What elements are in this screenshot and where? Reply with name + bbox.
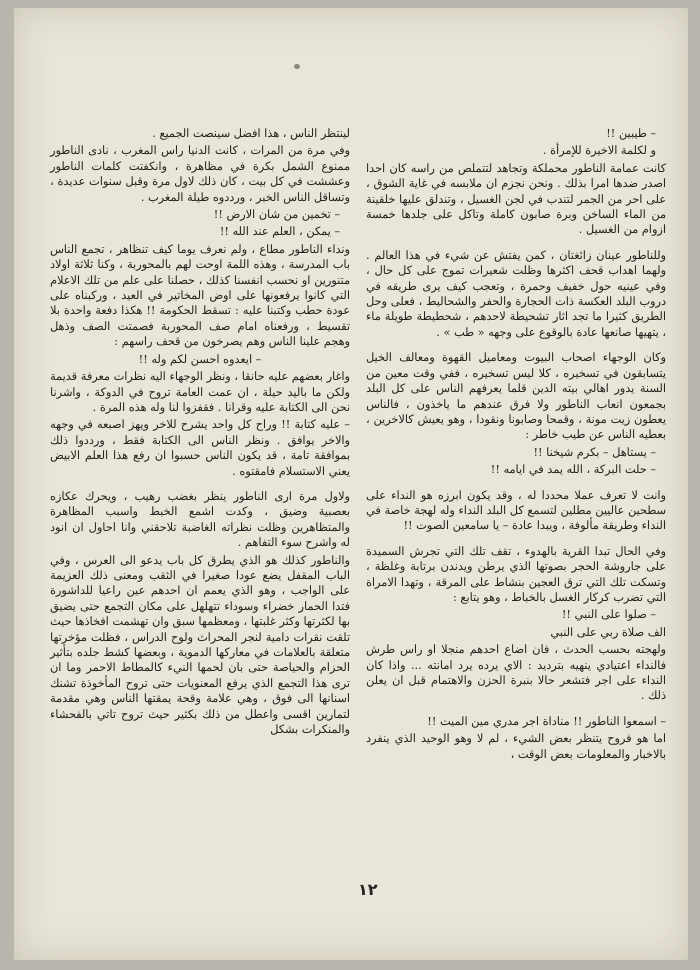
page-number: ١٢ [358, 880, 378, 899]
binding-hole-mark [294, 64, 300, 69]
paragraph: كانت عمامة الناطور محملكة وتجاهد لتتملص من راسه كان احدا اصدر ضدها امرا بذلك . ونحن نجزم ان ملابسه في غاية الشوق ، على احر من الجمر لتندب في لجن الغسيل ، وتندلق عليها خلقينة من الماء الساخن وبرة صابون كاملة وتاكل على جلدها خمسة ازوام من الغسيل . [366, 161, 666, 237]
paragraph: ولهجته بحسب الحدث ، فان اضاع احدهم منجلا او راس طرش فالنداء اعتيادي ينهيه بترديد : الاي يرده يرد امانته ... واذا كان النداء على اجر فتشعر حالا بنبرة الحزن والاهتمام قبل ان يعلن ذلك . [366, 643, 666, 703]
paragraph: ولاول مرة ارى الناطور ينظر بغضب رهيب ، ويحرك عكازه بعصبية وضيق ، وكدت اشمع الخبط واسبب المظاهرة والمتظاهرين وظلت نظراته الغاضبة تلاحقني وانا احاول ان انود له واشرح سوء التفاهم . [50, 489, 350, 550]
quote-line: – يمكن ، العلم عند الله !! [219, 225, 340, 239]
quote-line: – تخمين من شان الارض !! [213, 208, 340, 222]
paragraph: والناطور كذلك هو الذي يطرق كل باب يدعو الى العرس ، وفي الباب المقفل يضع عودا صغيرا في الثقب ومعنى ذلك العزيمة على الواجب ، وهو الذي يعمم ان احدهم عين راعيا للداشورة فتدا الحمار خضراء وسوداء تتهلهل على مكان التجمع حتى يضيق بها لكثرتها وكثر غلبتها ، ومعظمها سبق وان تهشمت افخاذها حيث تلقت نقرات دامية لنجر المحراث ولوح الدراس ، فظلت مؤخرتها متعلقة بالعلامات في معاركها الدموية ، وبعضها كشط جلده بتأثير الحزام والحياصة حتى بان لحمها النيء كالمطاط الاحمر وما ان ترى هذا التجمع الذي يرفع المعنويات حتى تروح المأخوذة تشنك اسنانها الى فوق ، وهي علامة وقحة يمقتها الناس وهي مقدمة لتمارين اقسى واعطل من ذلك بكثير حيث تروح تاتي بالفحشاء والمنكرات بشكل [50, 553, 350, 737]
quote-line: – صلوا على النبي !! [561, 608, 656, 622]
quote-line: – يستاهل – بكرم شيخنا !! [533, 445, 656, 459]
paragraph: وكان الوجهاء اصحاب البيوت ومعاميل القهوة ومعالف الخيل يتسابقون في تسخيره ، كلا ليس تسخيره ، ففي وقت معين من السنة يدور اهالي بيته الدين قلما يعرفهم الناس على كل البلد بجمعون انعاب الناطور ولا فرق عندهم ما ياخذون ، فالناس يعطون زيت مونة ، وقمحا وصابونا ونقودا ، وهو يعيش كالاخرين ، بعطيه الناس عن طيب خاطر : [366, 351, 666, 442]
quote-line: الف صلاة ربي على النبي [550, 625, 666, 639]
magazine-page [14, 8, 688, 960]
paragraph: – طيبين !! [606, 127, 656, 140]
paragraph: و لكلمة الاخيرة للإمرأة . [542, 144, 656, 158]
paragraph: اما هو فروح يتنظر بعض الشيء ، لم لا وهو الوحيد الذي ينفرد بالاخبار والمعلومات بعض الوقت ، [366, 732, 666, 761]
left-column [50, 126, 350, 739]
paragraph: ونداء الناطور مطاع ، ولم نعرف يوما كيف تنظاهر ، تجمع الناس باب المدرسة ، وهذه اللمة اوحت لهم بالمحوربة ، وكنا ثلاثة اولاد متنورين او نحسب انفسنا كذلك ، حصلنا على علم من تلك الاعلام التي كانوا يرفعونها على اوض المخاتير في العيد ، وركبناه على عودة حطب وكتبنا عليه : تسقط الحكومة !! هكذا دفعة واحدة بلا تقسيط ، ورفعناه امام صف المحوربة فصمتت الصف وذهل وهجم علينا الناس وهم يصرخون من قحف راسهم : [50, 242, 350, 349]
right-column [366, 126, 666, 764]
paragraph: وفي الحال تبدا القرية بالهدوء ، تقف تلك التي تجرش السميدة على جاروشة الحجر بصوتها الذي يرطن ويدندن برتابة وغلظة ، وتسكت تلك التي ترق العجين بنشاط على المرقة ، وتهدا الامراة التي تضرب كركار الغسل بالخباط ، وهو يتابع : [366, 544, 666, 604]
paragraph: وفي مرة من المرات ، كانت الدنيا راس المغرب ، نادى الناطور ممنوع الشمل بكرة في مظاهرة ، وانكفتت كلمات الناطور وعششت في كل بيت ، كان ذلك لاول مرة وقبل سنوات عديدة ، وتساقل الناس الخبر ، ورددوه طيلة المغرب . [50, 144, 350, 204]
paragraph: وللناطور عينان زائغتان ، كمن يفتش عن شيء في هذا العالم . ولهما اهداب قحف اكثرها وظلت شعيرات تموج على كل حال ، وفي عينيه حول خفيف وحمرة ، وتعجب كيف يرى طريقه في دروب البلد العكسة ذات الحجارة والحفر والشحاليط ، فعلى وحل الطريق كثيرا ما تجد اثار تشحيطة لاحدهم ، شحطيطة طويلة ماء ، يتهيها صانعها عادة بالوقوع على وجهه « طب » . [366, 248, 666, 339]
paragraph: – عليه كتابة !! وراح كل واحد يشرح للاخر ويهز اصبعه في وجهه والاخر يوافق . ونظر الناس الى الكتابة فقط ، ورددوا ذلك بموافقة تامة ، قد يكون الناس حسبوا ان رفع هذا العلم الابيض يعني الاستسلام فامقتوه . [50, 418, 350, 478]
quote-line: – حلت البركة ، الله يمد في ايامه !! [490, 463, 656, 477]
paragraph: وانت لا تعرف عملا محددا له ، وقد يكون ابرزه هو النداء على سطحين عاليين مطلين لتسمع كل البلد النداء وله لهجة خاصة في النداء وطريقة مألوفة ، ويبدا عادة – يا سامعين الصوت !! [366, 488, 666, 533]
paragraph: واغار بعضهم عليه حانقا ، ونظر الوجهاء اليه نظرات معرفة قديمة ولكن ما باليد حيلة ، ان عمت العامة تروح في الدوكة ، واشرنا نحن الى الكتابة عليه وقرانا . فقفزوا لنا وله هذه المرة . [50, 370, 350, 414]
quote-line: – ايعدوه احسن لكم وله !! [138, 352, 262, 366]
quote-line: – اسمعوا الناطور !! مناداة اجر مدري مين الميت !! [427, 714, 666, 728]
paragraph: لينتظر الناس ، هذا افضل سينصت الجميع . [152, 127, 350, 140]
